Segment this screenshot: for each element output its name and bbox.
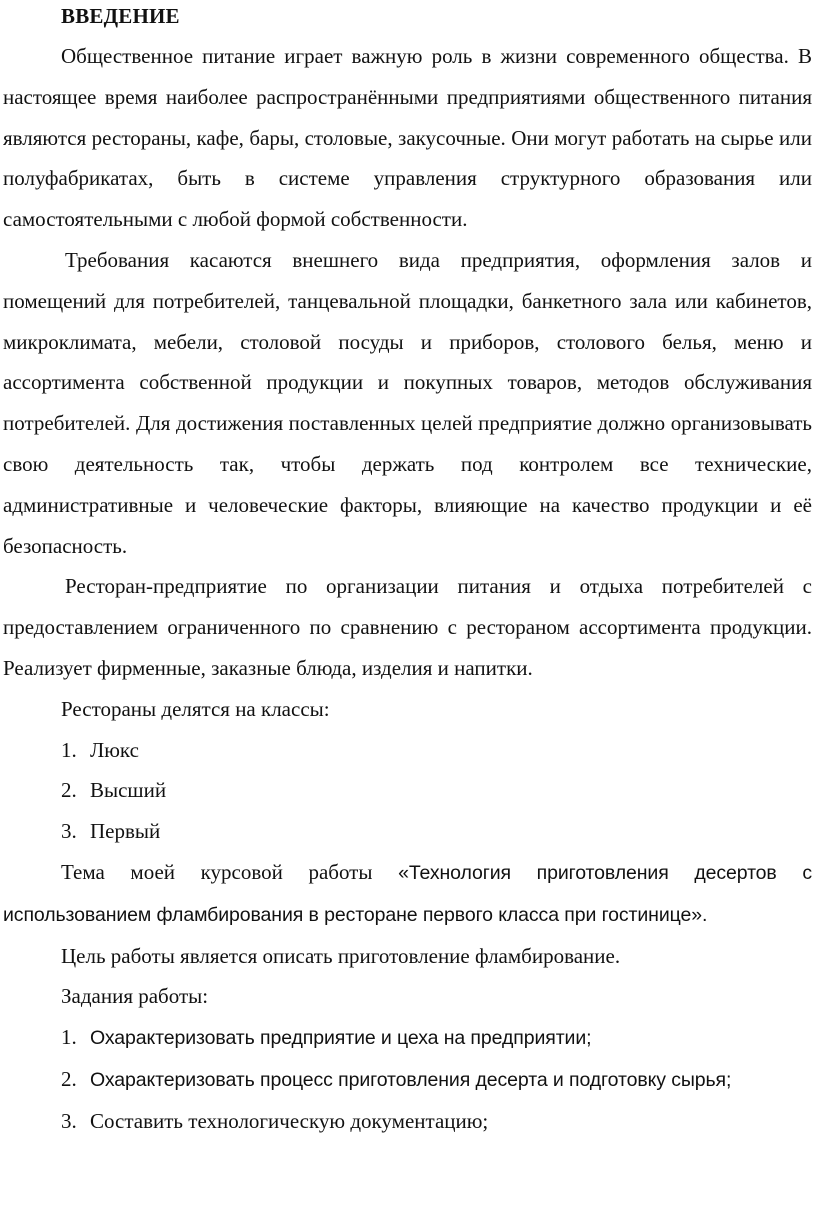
topic-prefix: Тема моей курсовой работы [61, 859, 399, 884]
list-number: 3. [61, 1108, 77, 1133]
list-text: Люкс [90, 737, 139, 762]
tasks-intro: Задания работы: [61, 984, 209, 1009]
list-item [3, 1101, 812, 1142]
list-text: Охарактеризовать процесс приготовления десерта и подготовку сырья; [90, 1068, 732, 1091]
document-body [3, 36, 812, 1142]
paragraph-requirements: Требования касаются внешнего вида предприятия, оформления залов и помещений для потребителей, танцевальной площадки, банкетного зала или кабинетов, микроклимата, мебели, столовой посуды и приборов, столового белья, меню и ассортимента собственной продукции и покупных товаров, методов обслуживания потребителей. Для достижения поставленных целей предприятие должно организовывать свою деятельность так, чтобы держать под контролем все технические, административные и человеческие факторы, влияющие на качество продукции и её безопасность. [3, 247, 812, 558]
list-item [3, 1059, 812, 1101]
list-item [3, 730, 812, 771]
paragraph-goal: Цель работы является описать приготовление фламбирование. [61, 943, 621, 968]
topic-text: «Технология приготовления десертов с использованием фламбирования в ресторане первого класса при гостинице». [3, 861, 813, 926]
tasks-list [3, 1017, 812, 1141]
list-number: 1. [61, 1025, 77, 1050]
paragraph-intro: Общественное питание играет важную роль в жизни современного общества. В настоящее время наиболее распространёнными предприятиями общественного питания являются рестораны, кафе, бары, столовые, закусочные. Они могут работать на сырье или полуфабрикатах, быть в системе управления структурного образования или самостоятельными с любой формой собственности. [3, 44, 812, 232]
list-number: 1. [61, 737, 77, 762]
list-text: Охарактеризовать предприятие и цеха на предприятии; [90, 1027, 592, 1050]
paragraph-restaurant: Ресторан-предприятие по организации питания и отдыха потребителей с предоставлением ограниченного по сравнению с рестораном ассортимента продукции. Реализует фирменные, заказные блюда, изделия и напитки. [3, 574, 812, 680]
list-number: 2. [61, 1066, 77, 1091]
list-item [3, 811, 812, 852]
classes-intro: Рестораны делятся на классы: [61, 696, 330, 721]
list-item [3, 1017, 812, 1059]
list-text: Первый [90, 819, 161, 844]
list-item [3, 770, 812, 811]
list-number: 3. [61, 819, 77, 844]
document-title: ВВЕДЕНИЕ [61, 4, 180, 28]
classes-list [3, 730, 812, 852]
list-text: Составить технологическую документацию; [90, 1108, 489, 1133]
list-number: 2. [61, 778, 77, 803]
list-text: Высший [90, 778, 167, 803]
paragraph-topic [3, 852, 812, 936]
